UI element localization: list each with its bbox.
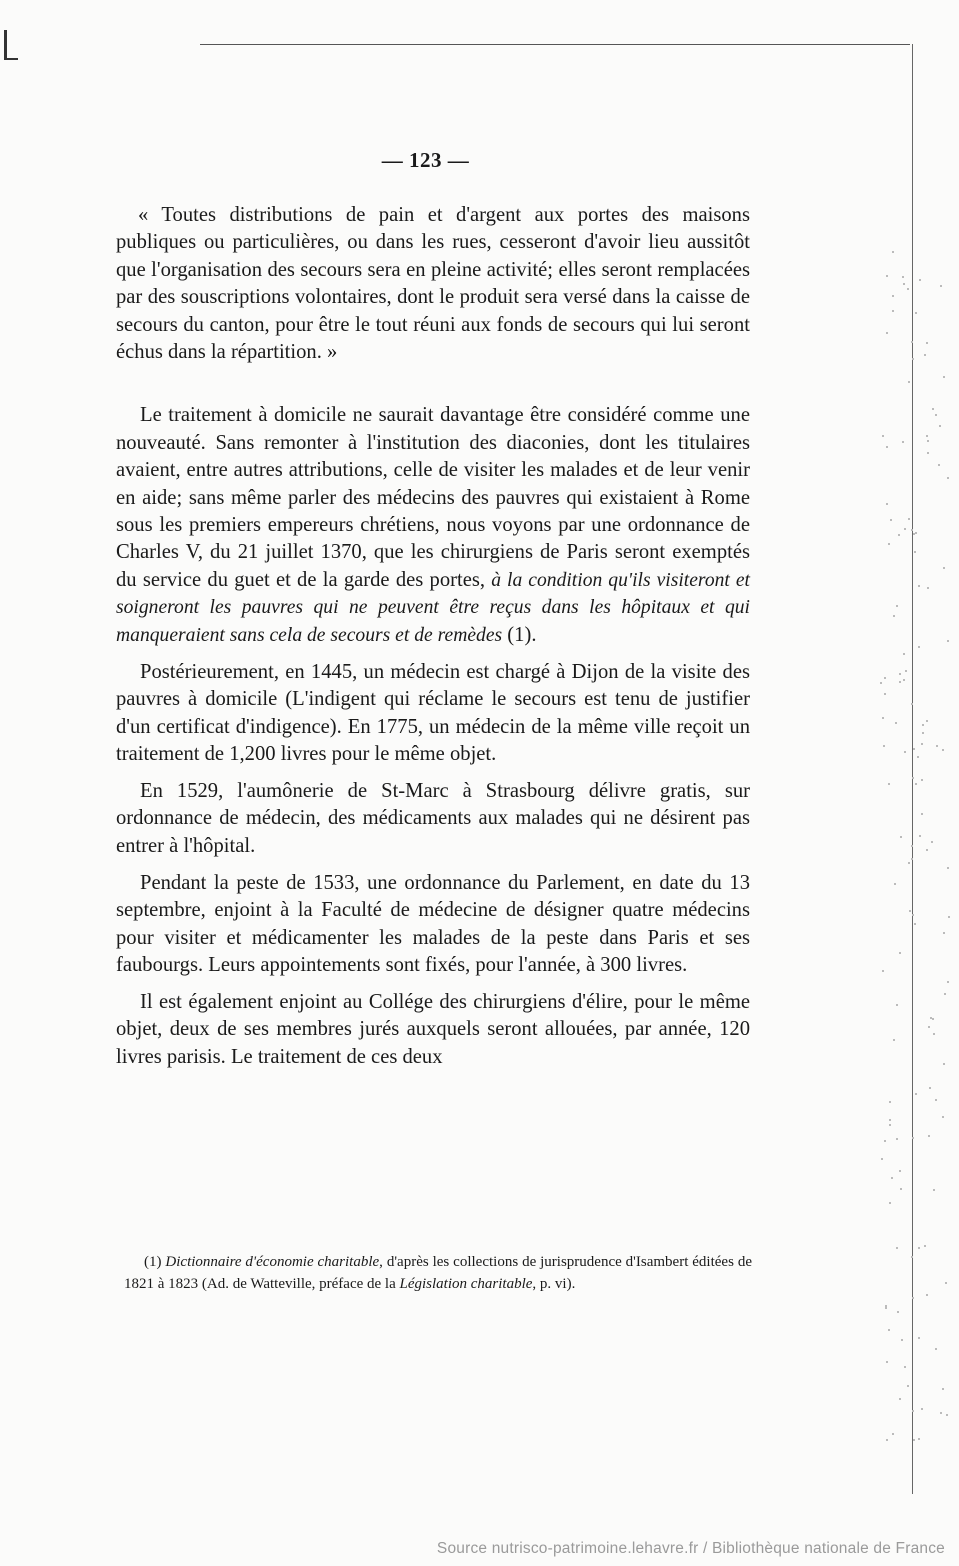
scan-speckle <box>940 285 942 287</box>
scan-speckle <box>915 312 917 314</box>
scan-speckle <box>915 1093 917 1095</box>
scan-speckle <box>908 381 910 383</box>
scan-speckle <box>942 749 944 751</box>
scan-speckle <box>904 1366 906 1368</box>
scan-speckle <box>918 1337 920 1339</box>
scan-speckle <box>933 1189 935 1191</box>
scan-speckle <box>918 1438 920 1440</box>
body-text <box>116 202 750 1071</box>
scan-speckle <box>935 1099 937 1101</box>
scan-speckle <box>889 1119 891 1121</box>
scan-speckle <box>942 1116 944 1118</box>
scan-speckle <box>943 1063 945 1065</box>
scan-speckle <box>904 528 906 530</box>
scan-speckle <box>922 724 924 726</box>
scan-speckle <box>948 916 950 918</box>
scan-speckle <box>881 1158 883 1160</box>
scan-speckle <box>942 1388 944 1390</box>
scan-speckle <box>896 1004 898 1006</box>
scan-speckle <box>945 1282 947 1284</box>
scan-speckle <box>886 1361 888 1363</box>
scan-speckle <box>912 777 914 779</box>
scan-speckle <box>913 1439 915 1441</box>
paragraph-college: Il est également enjoint au Collége des chirurgiens d'élire, pour le même objet, deux de ses membres jurés auxquels seront allouées, par année, 120 livres parisis. Le traitement de ces deux <box>116 990 750 1068</box>
scan-speckle <box>914 551 916 553</box>
scan-speckle <box>902 276 904 278</box>
scan-speckle <box>904 751 906 753</box>
scan-speckle <box>927 587 929 589</box>
scan-speckle <box>886 275 888 277</box>
scan-speckle <box>913 533 915 535</box>
scan-speckle <box>901 1339 903 1341</box>
scan-speckle <box>902 441 904 443</box>
scan-speckle <box>899 1170 901 1172</box>
scan-speckle <box>918 646 920 648</box>
scan-speckle <box>912 358 914 360</box>
scan-speckle <box>911 1256 913 1258</box>
scan-speckle <box>892 251 894 253</box>
scan-speckle <box>947 640 949 642</box>
scan-speckle <box>921 779 923 781</box>
paragraph-traitement <box>116 402 750 649</box>
scan-speckle <box>896 1138 898 1140</box>
scan-speckle <box>926 342 928 344</box>
scan-speckle <box>927 440 929 442</box>
scan-speckle <box>911 858 913 860</box>
footnote <box>124 1252 752 1295</box>
scan-speckle <box>880 682 882 684</box>
scan-speckle <box>892 1433 894 1435</box>
scan-speckle <box>943 567 945 569</box>
scan-speckle <box>918 585 920 587</box>
scan-speckle <box>926 1294 928 1296</box>
scan-speckle <box>918 1247 920 1249</box>
footnote-title-2: Législation charitable <box>399 1275 533 1292</box>
scan-speckle <box>947 981 949 983</box>
scan-speckle <box>890 519 892 521</box>
scan-speckle <box>884 693 886 695</box>
scan-speckle <box>896 605 898 607</box>
scan-speckle <box>882 717 884 719</box>
paragraph-dijon: Postérieurement, en 1445, un médecin est chargé à Dijon de la visite des pauvres à domicile (L'indigent qui réclame le secours est tenu de justifier d'un certificat d'indigence). En 1775, un médecin de la même ville reçoit un traitement de 1,200 livres pour le même objet. <box>116 660 750 765</box>
page-number: — 123 — <box>381 148 470 172</box>
scan-speckle <box>938 464 940 466</box>
scan-speckle <box>929 1087 931 1089</box>
scan-speckle <box>886 332 888 334</box>
scan-speckle <box>908 862 910 864</box>
scan-speckle <box>898 534 900 536</box>
scan-speckle <box>914 923 916 925</box>
scan-speckle <box>899 1398 901 1400</box>
scan-speckle <box>892 295 894 297</box>
scan-speckle <box>912 1297 914 1299</box>
scan-speckle <box>912 1137 914 1139</box>
paragraph-traitement-text: Le traitement à domicile ne saurait davantage être considéré comme une nouveauté. Sans remonter à l'institution des diaconies, dont les titulaires avaient, entre autres attributions, celle de visiter les malades et de leur venir en aide; sans même parler des médecins des pauvres qui existaient à Rome sous les premiers empereurs chrétiens, nous voyons par une ordonnance de Charles V, du 21 juillet 1370, que les chirurgiens de Paris seront exemptés du service du guet et de la garde des portes, <box>116 404 750 591</box>
scan-speckle <box>921 813 923 815</box>
scan-speckle <box>947 867 949 869</box>
scan-speckle <box>908 518 910 520</box>
scan-speckle <box>919 835 921 837</box>
scan-speckle <box>940 1412 942 1414</box>
scan-speckle <box>936 745 938 747</box>
scan-speckle <box>888 543 890 545</box>
footnote-text <box>124 1252 752 1295</box>
paragraph-traitement-italic: à la condition qu'ils visiteront et soigneront les pauvres qui ne peuvent être reçus dans les hôpitaux et qui manqueraient sans cela de secours et de remèdes <box>116 569 751 646</box>
scan-speckle <box>889 1101 891 1103</box>
scan-speckle <box>924 1245 926 1247</box>
scan-speckle <box>946 1414 948 1416</box>
scan-speckle <box>888 1329 890 1331</box>
scan-speckle <box>939 425 941 427</box>
scan-speckle <box>897 1311 899 1313</box>
scan-speckle <box>947 477 949 479</box>
scan-speckle <box>926 849 928 851</box>
scan-speckle <box>911 341 913 343</box>
scan-speckle <box>932 1018 934 1020</box>
scan-speckle <box>889 1202 891 1204</box>
scan-speckle <box>927 452 929 454</box>
scan-speckle <box>907 1385 909 1387</box>
margin-mark-foot <box>4 58 18 60</box>
footnote-marker: (1) <box>144 1254 166 1270</box>
scan-speckle <box>882 435 884 437</box>
scan-speckle <box>915 783 917 785</box>
scan-speckle <box>903 653 905 655</box>
scan-speckle <box>921 743 923 745</box>
scan-speckle <box>892 310 894 312</box>
scan-speckle <box>919 279 921 281</box>
scan-speckle <box>943 376 945 378</box>
scan-speckle <box>926 435 928 437</box>
footnote-title: Dictionnaire d'économie charitable <box>165 1254 380 1270</box>
scan-speckle <box>913 748 915 750</box>
scan-speckle <box>899 952 901 954</box>
scan-speckle <box>895 722 897 724</box>
scan-speckle <box>911 845 913 847</box>
scan-speckle <box>883 745 885 747</box>
scan-speckle <box>909 910 911 912</box>
scan-speckle <box>912 914 914 916</box>
scan-speckle <box>912 1410 914 1412</box>
page-border-right <box>912 44 913 1494</box>
footnote-body: , d'après les collections de jurisprudence d'Isambert éditées de 1821 à 1823 (Ad. de Watteville, préface de la <box>124 1254 752 1292</box>
scan-speckle <box>893 615 895 617</box>
paragraph-quote: « Toutes distributions de pain et d'argent aux portes des maisons publiques ou particulières, ou dans les rues, cesseront d'avoir lieu aussitôt que l'organisation des secours sera en pleine activité; elles seront remplacées par des souscriptions volontaires, dont le produit sera versé dans la caisse de secours du canton, pour être le tout réuni aux fonds de secours qui lui seront échus dans la répartition. » <box>116 204 750 364</box>
scan-speckle <box>903 283 905 285</box>
scan-speckle <box>911 703 913 705</box>
scan-speckle <box>896 1247 898 1249</box>
scan-speckle <box>903 679 905 681</box>
margin-mark <box>4 30 7 60</box>
scan-speckle <box>911 529 913 531</box>
scan-speckle <box>884 677 886 679</box>
scan-speckle <box>889 1124 891 1126</box>
scan-speckle <box>933 1033 935 1035</box>
scan-speckle <box>943 932 945 934</box>
source-credit: Source nutrisco-patrimoine.lehavre.fr / Bibliothèque nationale de France <box>436 1540 945 1557</box>
scan-speckle <box>944 993 946 995</box>
scan-speckle <box>932 408 934 410</box>
scan-speckle <box>882 970 884 972</box>
scan-speckle <box>926 720 928 722</box>
scan-speckle <box>899 681 901 683</box>
scan-speckle <box>928 1026 930 1028</box>
scan-speckle <box>886 1439 888 1441</box>
scan-speckle <box>917 756 919 758</box>
footnote-end: , p. vi). <box>532 1275 576 1292</box>
page-border-top <box>200 44 910 45</box>
scan-speckle <box>922 732 924 734</box>
paragraph-strasbourg: En 1529, l'aumônerie de St-Marc à Strasbourg délivre gratis, sur ordonnance de médecin, des médicaments aux malades qui ne désirent pas entrer à l'hôpital. <box>116 779 750 857</box>
scan-speckle <box>899 673 901 675</box>
scan-speckle <box>886 446 888 448</box>
scan-speckle <box>924 354 926 356</box>
scan-speckle <box>893 1039 895 1041</box>
scan-speckle <box>907 288 909 290</box>
paragraph-peste: Pendant la peste de 1533, une ordonnance du Parlement, en date du 13 septembre, enjoint à la Faculté de médecine de désigner quatre médecins pour visiter et médicamenter les malades de la peste dans Paris et ses faubourgs. Leurs appointements sont fixés, pour l'année, à 300 livres. <box>116 871 750 976</box>
scan-speckle <box>930 1017 932 1019</box>
scan-speckle <box>884 1140 886 1142</box>
scan-speckle <box>935 414 937 416</box>
scan-speckle <box>888 783 890 785</box>
scan-speckle <box>886 503 888 505</box>
paragraph-traitement-ref: (1). <box>502 623 537 646</box>
scan-speckle <box>905 670 907 672</box>
scan-speckle <box>885 1307 887 1309</box>
scan-speckle <box>894 883 896 885</box>
scan-speckle <box>935 1348 937 1350</box>
scan-speckle <box>921 1408 923 1410</box>
scan-speckle <box>931 841 933 843</box>
scan-speckle <box>900 1188 902 1190</box>
scan-speckle <box>891 1177 893 1179</box>
scan-speckle <box>900 836 902 838</box>
scan-speckle <box>928 1135 930 1137</box>
scan-speckle <box>915 532 917 534</box>
